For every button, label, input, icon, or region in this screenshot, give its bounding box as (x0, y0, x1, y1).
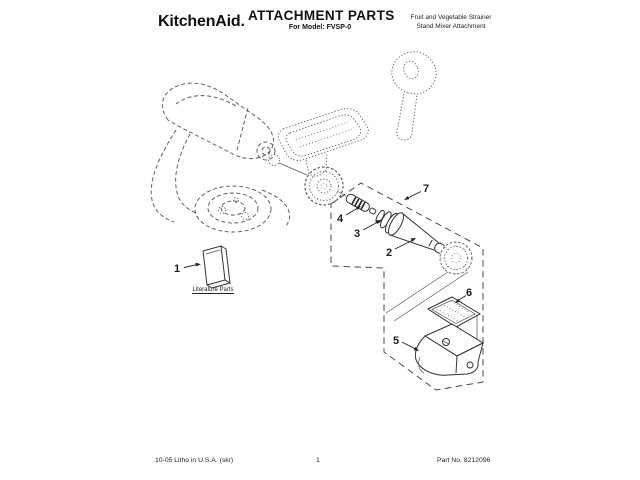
food-tray (278, 109, 368, 176)
literature-parts-label: Literature Parts (192, 287, 234, 293)
callout-5 (393, 335, 419, 351)
callout-1 (174, 263, 201, 275)
callout-number: 2 (385, 247, 393, 259)
callout-3 (354, 220, 381, 240)
grinder-gear-collar (305, 167, 346, 205)
page-number: 1 (316, 457, 320, 464)
callout-number: 4 (336, 213, 344, 225)
callout-7 (404, 183, 429, 200)
stand-mixer-phantom (151, 83, 307, 232)
food-pusher (392, 52, 436, 140)
callout-number: 3 (353, 228, 361, 240)
part-number: Part No. 8212096 (437, 457, 491, 464)
callout-2 (386, 238, 416, 259)
callout-number: 1 (173, 263, 181, 275)
callout-number: 5 (392, 335, 400, 347)
callout-number: 7 (422, 183, 430, 195)
callout-6 (455, 287, 472, 303)
litho-note: 10-05 Litho in U.S.A. (skr) (155, 457, 234, 464)
drive-gear-wheel (440, 242, 473, 275)
part-waste-hopper (415, 324, 483, 375)
literature-booklet (203, 246, 230, 288)
kitchenaid-logo: KitchenAid. (158, 13, 245, 30)
page-title: ATTACHMENT PARTS (248, 8, 395, 23)
product-name-line2: Stand Mixer Attachment (416, 22, 486, 30)
callout-4 (337, 206, 361, 225)
model-subtitle: For Model: FVSP-0 (288, 24, 352, 31)
product-name-line1: Fruit and Vegetable Strainer (410, 14, 492, 21)
callout-number: 6 (465, 287, 473, 299)
